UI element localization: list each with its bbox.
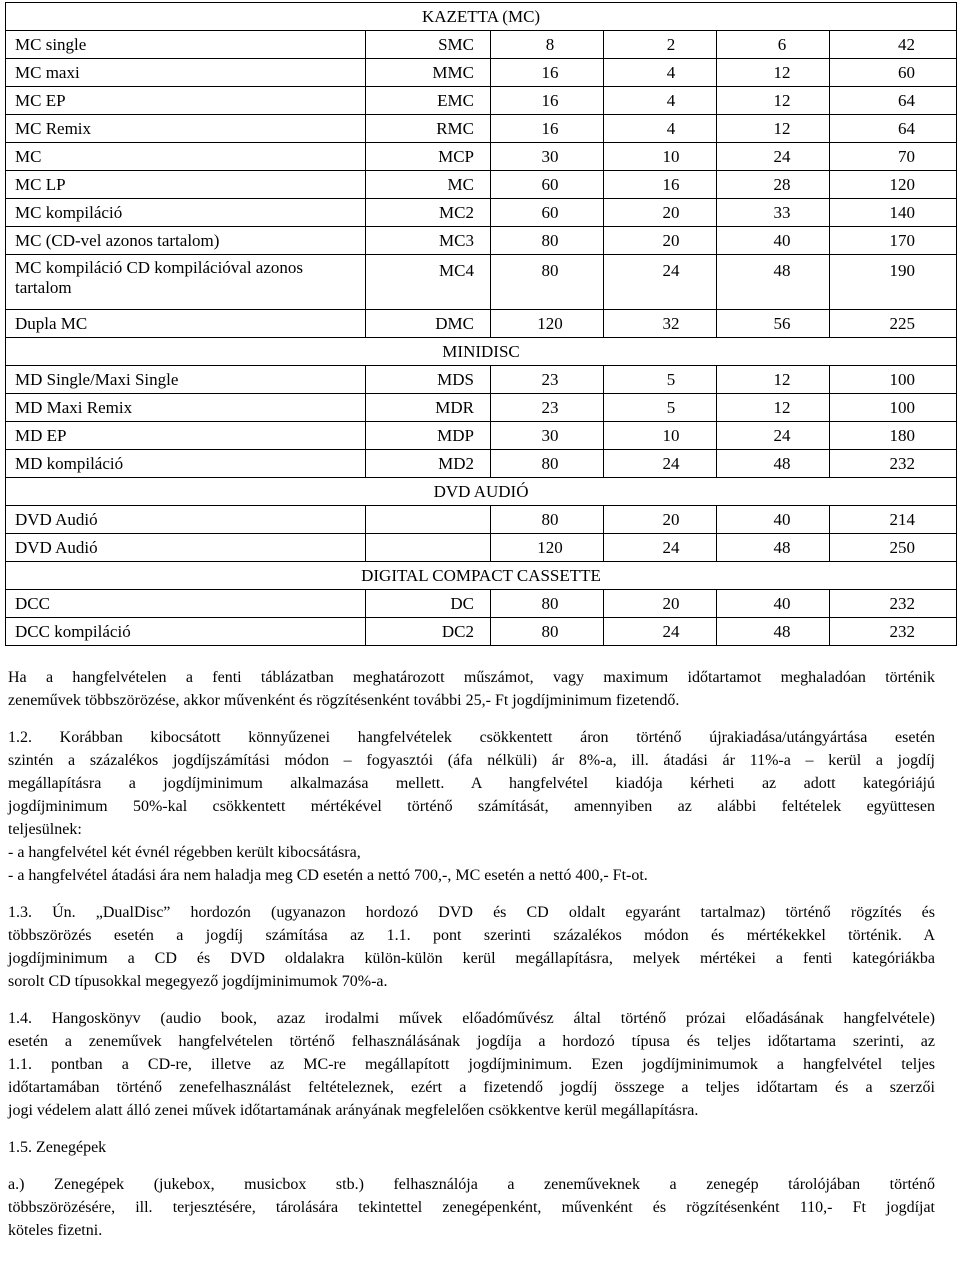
heading-1-5 [8,1136,935,1159]
product-name-cell: MC EP [6,87,366,115]
table-row [6,171,957,199]
product-code-cell: DMC [366,310,491,338]
value-cell: 20 [604,199,717,227]
value-cell: 40 [717,506,830,534]
product-code-cell: SMC [366,31,491,59]
product-code-cell: MDR [366,394,491,422]
value-cell: 4 [604,59,717,87]
product-name-cell: MD Single/Maxi Single [6,366,366,394]
value-cell: 4 [604,87,717,115]
table-row [6,227,957,255]
value-cell: 10 [604,143,717,171]
value-cell: 2 [604,31,717,59]
body-text [8,666,935,1242]
value-cell: 5 [604,366,717,394]
product-code-cell: MC4 [366,255,491,310]
product-name-cell: MC kompiláció [6,199,366,227]
value-cell: 180 [830,422,957,450]
table-row [6,422,957,450]
product-code-cell: MD2 [366,450,491,478]
text-line: 1.4. Hangoskönyv (audio book, azaz irodalmi művek előadóművész által történő prózai előadásának hangfelvétele) [8,1010,935,1027]
value-cell: 48 [717,534,830,562]
product-name-cell: MC [6,143,366,171]
text-line: 1.2. Korábban kibocsátott könnyűzenei hangfelvételek csökkentett áron történő újrakiadása/utángyártása esetén [8,729,935,746]
product-name-cell: DVD Audió [6,506,366,534]
product-code-cell: RMC [366,115,491,143]
text-line: szintén a százalékos jogdíjszámítási módon – fogyasztói (áfa nélküli) ár 8%-a, ill. átadási ár 11%-a – kerül a jogdíj [8,752,935,769]
product-name-cell: Dupla MC [6,310,366,338]
paragraph-1-5-a [8,1173,935,1242]
value-cell: 48 [717,618,830,646]
text-line: - a hangfelvétel két évnél régebben került kibocsátásra, [8,844,361,861]
product-name-cell: MD kompiláció [6,450,366,478]
table-row [6,59,957,87]
value-cell: 48 [717,450,830,478]
product-name-cell: MD Maxi Remix [6,394,366,422]
value-cell: 20 [604,227,717,255]
value-cell: 16 [491,87,604,115]
text-line: többszörözés esetén a jogdíj számítása az 1.1. pont szerinti százalékos módon és mértékekkel történik. A [8,927,935,944]
value-cell: 42 [830,31,957,59]
value-cell: 24 [604,450,717,478]
value-cell: 100 [830,394,957,422]
product-code-cell: MMC [366,59,491,87]
rate-table-body [6,3,957,646]
value-cell: 70 [830,143,957,171]
product-name-cell: MC (CD-vel azonos tartalom) [6,227,366,255]
product-code-cell [366,534,491,562]
value-cell: 10 [604,422,717,450]
value-cell: 232 [830,618,957,646]
value-cell: 100 [830,366,957,394]
value-cell: 64 [830,87,957,115]
text-line: teljesülnek: [8,821,82,838]
value-cell: 225 [830,310,957,338]
paragraph-extra-fee [8,666,935,712]
text-line: 1.1. pontban a CD-re, illetve az MC-re megállapított jogdíjminimum. Ezen jogdíjminimumok a hangfelvétel teljes [8,1056,935,1073]
text-line: jogdíjminimum 50%-kal csökkentett mértékével történő számítását, amennyiben az alábbi feltételek együttesen [8,798,935,815]
value-cell: 23 [491,394,604,422]
value-cell: 24 [604,255,717,310]
value-cell: 80 [491,450,604,478]
table-row [6,255,957,310]
value-cell: 40 [717,590,830,618]
value-cell: 32 [604,310,717,338]
table-row [6,143,957,171]
text-line: 1.3. Ún. „DualDisc” hordozón (ugyanazon hordozó DVD és CD oldalt egyaránt tartalmaz) történő rögzítés és [8,904,935,921]
section-title: MINIDISC [6,338,957,366]
section-header-row [6,562,957,590]
value-cell: 12 [717,366,830,394]
table-row [6,310,957,338]
rate-table [5,2,957,646]
value-cell: 24 [604,534,717,562]
section-title: DIGITAL COMPACT CASSETTE [6,562,957,590]
value-cell: 56 [717,310,830,338]
table-row [6,534,957,562]
value-cell: 5 [604,394,717,422]
text-line: zeneművek többszörözése, akkor művenként és rögzítésenként további 25,- Ft jogdíjminimum fizetendő. [8,692,680,709]
section-header-row [6,3,957,31]
product-name-cell: MC LP [6,171,366,199]
section-header-row [6,338,957,366]
value-cell: 16 [491,115,604,143]
value-cell: 232 [830,450,957,478]
product-name-cell: MC single [6,31,366,59]
text-line: jogdíjminimum a CD és DVD oldalakra külön-külön kerül megállapításra, melyek mértékei a fenti kategóriákba [8,950,935,967]
text-line: - a hangfelvétel átadási ára nem haladja meg CD esetén a nettó 700,-, MC esetén a nettó 400,- Ft-ot. [8,867,648,884]
text-line: időtartamában történő zenefelhasználást feltételeznek, ezért a fizetendő jogdíj összege a teljes időtartam és a szerzői [8,1079,935,1096]
value-cell: 190 [830,255,957,310]
product-name-cell: MC Remix [6,115,366,143]
table-row [6,618,957,646]
value-cell: 80 [491,227,604,255]
value-cell: 12 [717,87,830,115]
value-cell: 80 [491,255,604,310]
value-cell: 120 [491,310,604,338]
value-cell: 232 [830,590,957,618]
table-row [6,31,957,59]
value-cell: 30 [491,422,604,450]
product-code-cell: MC2 [366,199,491,227]
text-line: a.) Zenegépek (jukebox, musicbox stb.) felhasználója a zeneműveknek a zenegép tárolójában történő [8,1176,935,1193]
text-line: esetén a zeneművek hangfelvételen történő felhasználásának jogdíja a hordozó típusa és teljes időtartama szerinti, az [8,1033,935,1050]
value-cell: 48 [717,255,830,310]
value-cell: 23 [491,366,604,394]
table-row [6,590,957,618]
product-name-cell: MC maxi [6,59,366,87]
value-cell: 60 [491,199,604,227]
text-line: többszörözésére, ill. terjesztésére, tárolására tekintettel zenegépenként, művenként és rögzítésenként 110,- Ft jogdíjat [8,1199,935,1216]
text-line: sorolt CD típusokkal megegyező jogdíjminimumok 70%-a. [8,973,388,990]
section-title: KAZETTA (MC) [6,3,957,31]
table-row [6,87,957,115]
product-code-cell: EMC [366,87,491,115]
section-heading: 1.5. Zenegépek [8,1139,107,1156]
table-row [6,450,957,478]
product-name-cell: DCC [6,590,366,618]
text-line: megállapításra a jogdíjminimum alkalmazása mellett. A hangfelvétel kiadója kérheti az adott kategóriájú [8,775,935,792]
value-cell: 250 [830,534,957,562]
value-cell: 12 [717,394,830,422]
product-name-cell: MD EP [6,422,366,450]
value-cell: 12 [717,59,830,87]
value-cell: 214 [830,506,957,534]
value-cell: 12 [717,115,830,143]
value-cell: 16 [491,59,604,87]
product-code-cell: MDS [366,366,491,394]
product-code-cell: MDP [366,422,491,450]
value-cell: 60 [830,59,957,87]
text-line: köteles fizetni. [8,1222,103,1239]
value-cell: 40 [717,227,830,255]
text-line: jogi védelem alatt álló zenei művek időtartamának arányának megfelelően csökkentve kerül megállapításra. [8,1102,699,1119]
product-name-cell: DCC kompiláció [6,618,366,646]
value-cell: 30 [491,143,604,171]
paragraph-1-4 [8,1007,935,1122]
text-line: Ha a hangfelvételen a fenti táblázatban meghatározott műszámot, vagy maximum időtartamot meghaladóan történik [8,669,935,686]
value-cell: 24 [717,143,830,171]
table-row [6,366,957,394]
product-code-cell: MC3 [366,227,491,255]
value-cell: 33 [717,199,830,227]
value-cell: 8 [491,31,604,59]
product-code-cell [366,506,491,534]
value-cell: 80 [491,618,604,646]
value-cell: 20 [604,590,717,618]
value-cell: 4 [604,115,717,143]
paragraph-1-2 [8,726,935,887]
product-code-cell: MCP [366,143,491,171]
value-cell: 16 [604,171,717,199]
table-row [6,199,957,227]
value-cell: 24 [717,422,830,450]
value-cell: 140 [830,199,957,227]
value-cell: 24 [604,618,717,646]
section-title: DVD AUDIÓ [6,478,957,506]
value-cell: 64 [830,115,957,143]
value-cell: 120 [830,171,957,199]
table-row [6,394,957,422]
product-code-cell: DC2 [366,618,491,646]
section-header-row [6,478,957,506]
product-name-cell: DVD Audió [6,534,366,562]
table-row [6,506,957,534]
value-cell: 20 [604,506,717,534]
value-cell: 80 [491,506,604,534]
product-code-cell: DC [366,590,491,618]
value-cell: 60 [491,171,604,199]
product-code-cell: MC [366,171,491,199]
product-name-cell: MC kompiláció CD kompilációval azonos tartalom [6,255,366,310]
value-cell: 6 [717,31,830,59]
value-cell: 120 [491,534,604,562]
value-cell: 28 [717,171,830,199]
paragraph-1-3 [8,901,935,993]
value-cell: 170 [830,227,957,255]
table-row [6,115,957,143]
value-cell: 80 [491,590,604,618]
